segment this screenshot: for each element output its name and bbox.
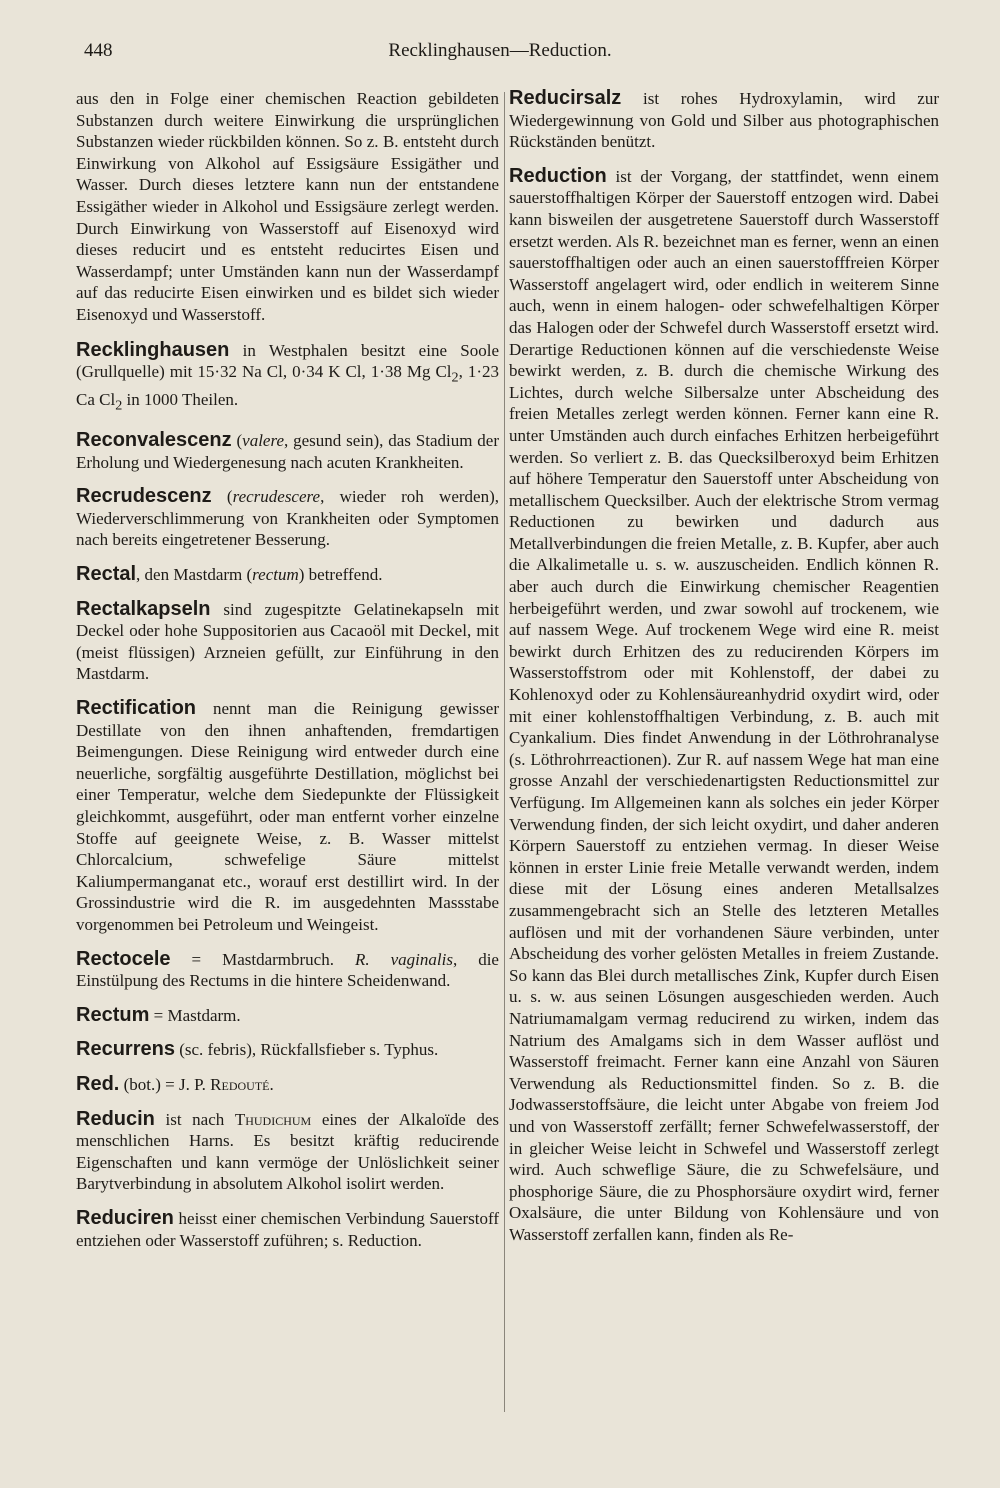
column-divider <box>504 92 505 1412</box>
entry-text: nennt man die Reinigung gewisser Destillate von den ihnen anhaftenden, fremdartigen Beimengungen. Diese Reinigung wird entweder durch eine neuerliche, sorgfältig ausgeführte Destillation, möglichst bei einer Temperatur, welche dem Siedepunkte der Flüssigkeit gleichkommt, ausgeführt, oder man entfernt vorher einzelne Stoffe auf geeignete Weise, z. B. Wasser mittelst Chlorcalcium, schwefelige Säure mittelst Kaliumpermanganat etc., worauf erst destillirt wird. In der Grossindustrie wird die R. im ausgedehnten Massstabe vorgenommen bei Petroleum und Weingeist. <box>76 699 499 934</box>
entry-red <box>76 1074 499 1096</box>
subscript: 2 <box>115 397 123 414</box>
entry-headword: Reduciren <box>76 1206 174 1229</box>
entry-italic: rectum <box>252 565 299 585</box>
running-title: Recklinghausen—Reduction. <box>388 40 612 61</box>
entry-headword: Red. <box>76 1072 120 1095</box>
entry-text: , die Einstülpung des Rectums in die hintere Scheidenwand. <box>76 949 499 991</box>
entry-headword: Recurrens <box>76 1038 175 1061</box>
entry-reduction <box>509 166 939 1246</box>
entry-text: eines der Alkaloïde des menschlichen Harns. Es besitzt kräftig reducirende Eigenschaften und kann vermöge der Unlöslichkeit seiner Barytverbindung in absolutem Alkohol isolirt werden. <box>76 1109 499 1194</box>
entry-italic: valere <box>242 431 285 451</box>
entry-headword: Rectalkapseln <box>76 597 211 620</box>
entry-headword: Rectum <box>76 1003 150 1026</box>
entry-text: in 1000 Theilen. <box>122 390 239 410</box>
entry-recrudescenz <box>76 486 499 551</box>
entry-headword: Reconvalescenz <box>76 429 232 452</box>
entry-smallcaps: Redouté <box>210 1074 270 1094</box>
entry-reconvalescenz <box>76 430 499 473</box>
entry-text: ( <box>211 487 233 507</box>
entry-text: heisst einer chemischen Verbindung Sauerstoff entziehen oder Wasserstoff zuführen; s. Reduction. <box>76 1208 499 1250</box>
entry-headword: Recrudescenz <box>76 485 212 508</box>
entry-rectal <box>76 564 499 586</box>
entry-text: (bot.) = J. P. <box>119 1074 211 1094</box>
entry-text: ist rohes Hydroxylamin, wird zur Wiedergewinnung von Gold und Silber aus photographischen Rückständen benützt. <box>509 89 939 152</box>
entry-text: ) betreffend. <box>298 565 383 585</box>
entry-text: , wieder roh werden), Wiederverschlimmerung von Krankheiten oder Symptomen nach bereits eingetretener Besserung. <box>76 487 499 550</box>
entry-text: ( <box>231 431 243 451</box>
entry-headword: Reduction <box>509 164 607 187</box>
entry-text: ist der Vorgang, der stattfindet, wenn einem sauerstoffhaltigen Körper der Sauerstoff entzogen wird. Dabei kann bisweilen der ausgetretene Sauerstoff durch Wasserstoff ersetzt werden. Als R. bezeichnet man es ferner, wenn an einen sauerstoffhaltigen oder auch an einen sauerstofffreien Körper Wasserstoff angelagert wird, oder endlich in weiterem Sinne auch, wenn in einem halogen- oder schwefelhaltigen Körper das Halogen oder der Schwefel durch Wasserstoff ersetzt wird. Derartige Reductionen können auf die verschiedenste Weise bewirkt werden, z. B. durch die chemische Wirkung des Lichtes, durch welche Silbersalze unter Abscheidung des freien Metalles zerlegt werden können. Ferner kann eine R. unter Umständen auch durch einfaches Erhitzen herbeigeführt werden. So verliert z. B. das Quecksilberoxyd beim Erhitzen auf höhere Temperatur den Sauerstoff unter Abscheidung von metallischem Quecksilber. Auch der elektrische Strom vermag Reductionen zu bewirken und dadurch aus Metallverbindungen die freien Metalle, z. B. Kupfer, aber auch die Alkalimetalle u. s. w. auszuscheiden. Endlich können R. aber auch durch die Einwirkung chemischer Reagentien herbeigeführt werden, und zwar sowohl auf trockenem, wie auf nassem Wege. Auf trockenem Wege wird eine R. meist bewirkt durch Erhitzen des zu reducirenden Körpers im Wasserstoffstrom oder mit Kohlenstoff, der dabei zu Kohlenoxyd oder zu Kohlensäureanhydrid oxydirt wird, oder mit einer kohlenstoffhaltigen Verbindung, z. B. auch mit Cyankalium. Dies findet Anwendung in der Löthrohranalyse (s. Löthrohrreactionen). Zur R. auf nassem Wege hat man eine grosse Anzahl der verschiedenartigsten Reductionsmittel zur Verfügung. Im Allgemeinen kann als solches ein jeder Körper Verwendung finden, der sich leicht oxydirt, und daher anderen Körpern Sauerstoff zu entziehen vermag. In dieser Weise können in erster Linie freie Metalle verwandt werden, indem diese mit der Lösung eines anderen Metallsalzes zusammengebracht sich an Stelle des letzteren Metalles auflösen und mit der vorhandenen Säure verbinden, unter Abscheidung des vorher gelösten Metalles in freiem Zustande. So kann das Blei durch metallisches Zink, Kupfer durch Eisen u. s. w. aus seinen Lösungen ausgeschieden werden. Auch Natriumamalgam vermag reducirend zu wirken, indem das Natrium des Amalgams sich in dem Wasser auflöst und Wasserstoff freimacht. Ferner kann eine Anzahl von Säuren Verwendung als Reductionsmittel finden. So z. B. die Jodwasserstoffsäure, die leicht unter Abgabe von freiem Jod und von Wasserstoff zerfällt; ferner Schwefelwasserstoff, der in gleicher Weise leicht in Schwefel und Wasserstoff zerlegt wird. Auch schweflige Säure, die zu Schwefelsäure, und phosphorige Säure, die zu Phosphorsäure oxydirt wird, ferner Oxalsäure, die unter Bildung von Kohlensäure und von Wasserstoff zerfallen kann, finden als Re- <box>509 166 939 1244</box>
entry-text: , den Mastdarm ( <box>136 565 253 585</box>
right-column <box>509 88 939 1258</box>
entry-headword: Reducirsalz <box>509 87 622 109</box>
entry-text: aus den in Folge einer chemischen Reaction gebildeten Substanzen durch weitere Einwirkung die ursprünglichen Substanzen wieder rückbilden können. So z. B. entsteht durch Einwirkung von Alkohol auf Essigsäure Essigäther und Wasser. Durch dieses letztere kann nun der entstandene Essigäther wieder in Alkohol und Essigsäure zerlegt werden. Durch Einwirkung von Wasserstoff auf Eisenoxyd wird dieses reducirt und es entsteht reducirtes Eisen und Wasserdampf; unter Umständen kann nun der Wasserdampf auf das reducirte Eisen einwirken und es bildet sich wieder Eisenoxyd und Wasserstoff. <box>76 89 499 324</box>
entry-text: ist nach <box>154 1109 235 1129</box>
entry-headword: Recklinghausen <box>76 338 230 361</box>
entry-smallcaps: Thudichum <box>234 1109 312 1129</box>
entry-italic: recrudescere <box>232 487 321 507</box>
page-header <box>84 40 916 70</box>
subscript: 2 <box>451 369 459 386</box>
entry-recklinghausen <box>76 340 499 418</box>
entry-headword: Rectal <box>76 563 137 586</box>
entry-reduciren <box>76 1208 499 1251</box>
page-number: 448 <box>84 40 113 61</box>
entry-rectalkapseln <box>76 599 499 685</box>
entry-rectification <box>76 698 499 936</box>
entry-headword: Reducin <box>76 1107 155 1130</box>
entry-headword: Rectification <box>76 697 197 720</box>
entry-italic: R. vaginalis <box>354 949 453 969</box>
entry-rectum <box>76 1005 499 1027</box>
entry-recurrens <box>76 1039 499 1061</box>
entry-continuation <box>76 88 499 326</box>
left-column <box>76 88 499 1264</box>
entry-text: = Mastdarm. <box>149 1005 241 1025</box>
entry-text: , gesund sein), das Stadium der Erholung und Wiedergenesung nach acuten Krankheiten. <box>76 431 499 472</box>
entry-rectocele <box>76 949 499 992</box>
entry-text: sind zugespitzte Gelatinekapseln mit Deckel oder hohe Suppositorien aus Cacaoöl mit Deckel, mit (meist flüssigen) Arzneien gefüllt, zur Einführung in den Mastdarm. <box>76 599 499 684</box>
entry-text: = Mastdarmbruch. <box>170 949 355 969</box>
entry-headword: Rectocele <box>76 947 171 970</box>
entry-reducirsalz <box>509 88 939 153</box>
entry-text: (sc. febris), Rückfallsfieber s. Typhus. <box>174 1040 439 1060</box>
entry-reducin <box>76 1109 499 1195</box>
entry-text: . <box>269 1074 274 1094</box>
entry-text: , 1·23 Ca Cl <box>76 362 499 410</box>
entry-text: in Westphalen besitzt eine Soole (Grullquelle) mit 15·32 Na Cl, 0·34 K Cl, 1·38 Mg Cl <box>76 340 499 382</box>
